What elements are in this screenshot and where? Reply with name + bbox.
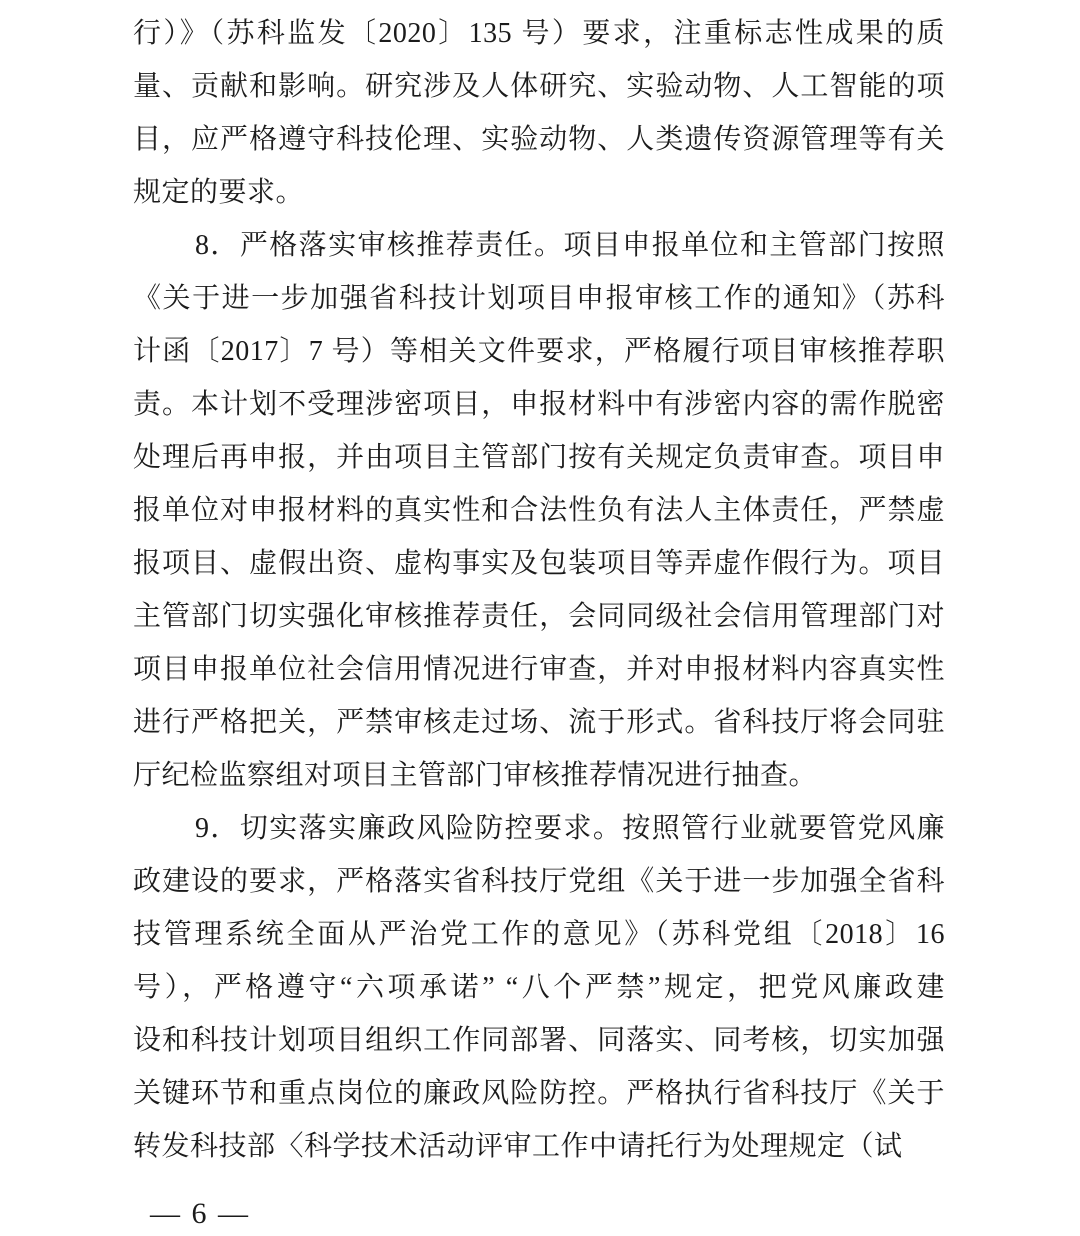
text-line: 责。本计划不受理涉密项目，申报材料中有涉密内容的需作脱密 [133,389,945,420]
text-line: 关键环节和重点岗位的廉政风险防控。严格执行省科技厅《关于 [133,1078,945,1109]
page-footer [150,1194,250,1234]
text-line: 行）》（苏科监发〔2020〕135 号）要求，注重标志性成果的质 [133,18,945,49]
text-line: 进行严格把关，严禁审核走过场、流于形式。省科技厅将会同驻 [133,707,945,738]
text-line: 报项目、虚假出资、虚构事实及包装项目等弄虚作假行为。项目 [133,548,945,579]
paragraph [133,802,945,1173]
text-line: 转发科技部〈科学技术活动评审工作中请托行为处理规定（试 [133,1131,903,1162]
text-line: 技管理系统全面从严治党工作的意见》（苏科党组〔2018〕16 [133,919,945,950]
page-number: — 6 — [150,1197,250,1230]
text-line: 号），严格遵守“六项承诺” “八个严禁”规定，把党风廉政建 [133,972,945,1003]
text-line: 目，应严格遵守科技伦理、实验动物、人类遗传资源管理等有关 [133,124,945,155]
text-line: 9．切实落实廉政风险防控要求。按照管行业就要管党风廉 [195,813,945,844]
text-line: 《关于进一步加强省科技计划项目申报审核工作的通知》（苏科 [133,283,945,314]
text-line: 量、贡献和影响。研究涉及人体研究、实验动物、人工智能的项 [133,71,945,102]
text-line: 8．严格落实审核推荐责任。项目申报单位和主管部门按照 [195,230,945,261]
text-line: 项目申报单位社会信用情况进行审查，并对申报材料内容真实性 [133,654,945,685]
text-line: 主管部门切实强化审核推荐责任，会同同级社会信用管理部门对 [133,601,945,632]
text-line: 设和科技计划项目组织工作同部署、同落实、同考核，切实加强 [133,1025,945,1056]
text-line: 处理后再申报，并由项目主管部门按有关规定负责审查。项目申 [133,442,945,473]
text-line: 政建设的要求，严格落实省科技厅党组《关于进一步加强全省科 [133,866,945,897]
text-line: 计函〔2017〕7 号）等相关文件要求，严格履行项目审核推荐职 [133,336,945,367]
text-line: 厅纪检监察组对项目主管部门审核推荐情况进行抽查。 [133,760,818,791]
text-line: 报单位对申报材料的真实性和合法性负有法人主体责任，严禁虚 [133,495,945,526]
paragraph [133,7,945,219]
paragraph [133,219,945,802]
document-text [133,7,945,1173]
text-line: 规定的要求。 [133,177,305,208]
